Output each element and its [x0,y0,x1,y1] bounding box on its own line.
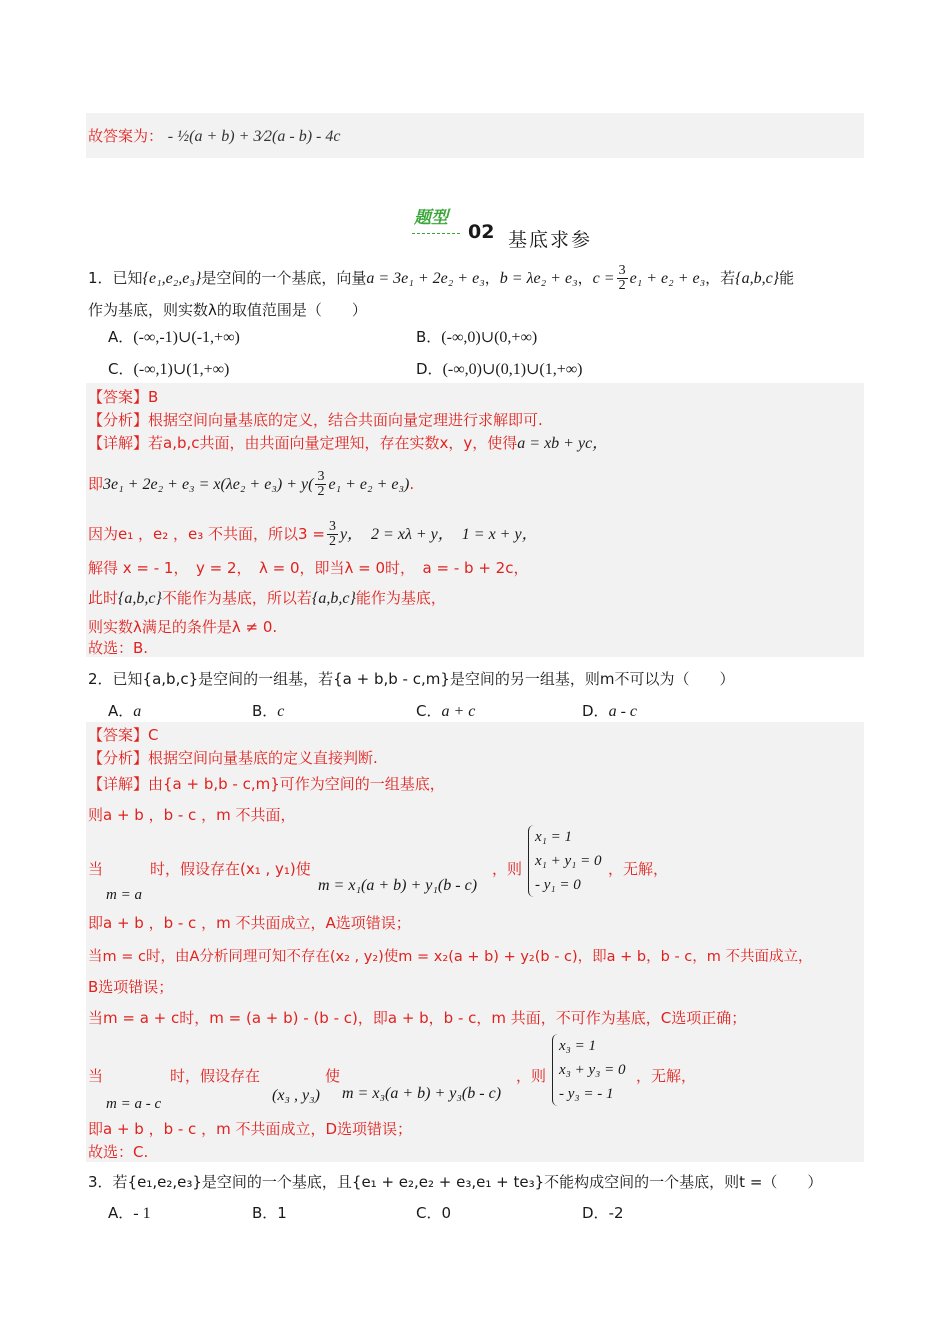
q2-detail-line8e: ，无解， [636,1067,697,1085]
q2-detail-line7: 当m = a + c时，m = (a + b) - (b - c)，即a + b，b - c，m 共面，不可作为基底，C选项正确； [88,1009,747,1027]
q2-detail-text1: 由{a + b,b - c,m}可作为空间的一组基底， [148,775,445,793]
q1-answer-tag: 【答案】 [88,388,149,406]
q3-option-c[interactable] [416,1203,451,1223]
q1-analysis-tag: 【分析】 [88,411,149,429]
q1-set-abc: {a,b,c} [735,270,780,287]
q2-detail-line9: 即a + b ，b - c ，m 不共面成立，D选项错误； [88,1120,413,1138]
q1-analysis-line [88,410,543,430]
q2-detail-line8b: 时，假设存在 [170,1067,261,1085]
q3-option-d-value: -2 [608,1204,624,1222]
q1-option-b[interactable] [416,327,537,348]
q1-detail-frac3: $\frac{3}{2}$ [328,519,336,549]
q2-stem-line [88,669,735,689]
q1-basis: {e₁,e₂,e₃} [142,270,202,287]
q2-option-c-label: C． [416,702,442,720]
q1-number: 1． [88,269,113,287]
q2-option-b-label: B． [252,702,278,720]
q2-option-a-value: a [133,703,142,720]
q1-vector-c-left: c = [592,270,615,287]
q1-option-a-label: A． [108,328,134,346]
q2-detail-line6: B选项错误； [88,978,174,996]
q2-answer-line [88,725,159,745]
q1-option-d[interactable] [416,359,583,380]
q2-detail-line8a: 当 [88,1067,104,1085]
q1-detail-eq3: y， 2 = xλ + y， 1 = x + y， [339,526,538,543]
q1-vector-c-right: e₁ + e₂ + e₃ [629,270,706,287]
q3-option-b-label: B． [252,1204,278,1222]
q2-sys2-row2: x₃ + y₃ = 0 [559,1062,626,1078]
q1-detail-line1 [88,433,608,454]
q1-detail-line4: 解得 x = - 1， y = 2， λ = 0，即当λ = 0时， a = - b + 2c， [88,559,529,577]
q2-system-2 [552,1034,626,1106]
q2-system-1 [528,825,602,897]
section-number: 02 [468,221,495,243]
q1-option-a[interactable] [108,327,240,348]
q1-detail-eq1: a = xb + yc， [517,435,609,452]
q2-detail-line3c: ，则 [492,860,523,878]
q2-detail-line10: 故选：C. [88,1143,149,1161]
q2-option-b-value: c [277,703,285,720]
q2-detail-tag: 【详解】 [88,775,149,793]
top-answer-expr: - ½(a + b) + 3⁄2(a - b) - 4c [167,128,341,145]
q1-stem-line2: 作为基底，则实数λ的取值范围是（ ） [88,301,367,319]
q2-option-b[interactable] [252,701,284,722]
q2-option-d-label: D． [582,702,609,720]
q1-stem-c: ，若 [705,269,736,287]
q2-detail-line2: 则a + b ，b - c ，m 不共面， [88,806,296,824]
q3-option-c-value: 0 [441,1204,452,1222]
q1-detail-frac: $\frac{3}{2}$ [317,469,325,499]
section-tag-underline [412,233,460,234]
q1-detail-mid3: e₁ ，e₂ ，e₃ 不共面，所以3 = [118,525,325,543]
q1-option-b-label: B． [416,328,442,346]
q2-sys1-row2: x₁ + y₁ = 0 [535,853,602,869]
q1-answer-value: B [148,388,159,406]
q2-option-d-value: a - c [608,703,637,720]
q2-detail-line3a: 当 [88,860,104,878]
q2-analysis-tag: 【分析】 [88,749,149,767]
q2-answer-value: C [148,726,159,744]
q3-option-d-label: D． [582,1204,609,1222]
top-answer-line [88,126,340,147]
q2-number: 2． [88,670,113,688]
q3-option-c-label: C． [416,1204,442,1222]
q2-detail-cond3: m = a [106,887,142,903]
q1-detail-line3 [88,520,538,549]
q3-option-b-value: 1 [277,1204,287,1222]
q1-vector-b: b = λe₂ + e₃ [499,270,578,287]
q2-detail-line8d: ，则 [516,1067,547,1085]
q3-stem: 若{e₁,e₂,e₃}是空间的一个基底，且{e₁ + e₂,e₂ + e₃,e₁ + te₃}不能构成空间的一个基底，则t =（ ） [112,1173,823,1191]
q1-detail-tag: 【详解】 [88,434,149,452]
q1-stem-line1: 1．已知{e₁,e₂,e₃}是空间的一个基底，向量a = 3e₁ + 2e₂ + e₃，b = λe₂ + e₃，c = $\frac{3}{2}$ e₁ + e₂ + e₃，若{a,b,c}能 [88,263,795,293]
q1-stem-d: 能 [779,269,795,287]
q3-stem-line [88,1172,822,1192]
q2-option-c-value: a + c [441,703,476,720]
q1-detail-pre2: 即 [88,475,104,493]
q1-detail-eq2b: e₁ + e₂ + e₃) [328,476,410,493]
q1-detail-line5 [88,588,446,609]
q1-detail-eq2a: 3e₁ + 2e₂ + e₃ = x(λe₂ + e₃) + y( [103,476,314,493]
q1-option-c[interactable] [108,359,229,380]
section-title: 基底求参 [508,229,593,251]
q2-option-a[interactable] [108,701,141,722]
q2-analysis-line [88,748,378,768]
q1-vector-a: a = 3e₁ + 2e₂ + e₃ [366,270,485,287]
q1-detail-pre3: 因为 [88,525,119,543]
q2-detail-line3b: 时，假设存在(x₁ , y₁)使 [150,860,311,878]
q1-stem-b: 是空间的一个基底，向量 [201,269,367,287]
q3-option-a-label: A． [108,1204,134,1222]
q2-sys1-row1: x₁ = 1 [535,829,572,845]
q2-answer-tag: 【答案】 [88,726,149,744]
q1-detail-line2: 即3e₁ + 2e₂ + e₃ = x(λe₂ + e₃) + y( $\frac{3}{2}$ e₁ + e₂ + e₃). [88,469,415,499]
q1-detail-5a: 此时 [88,589,119,607]
q1-detail-line7: 故选：B. [88,639,149,657]
section-tag: 题型 [414,208,448,228]
q2-detail-cond8: m = a - c [106,1096,162,1112]
q2-detail-line4: 即a + b ，b - c ，m 不共面成立，A选项错误； [88,914,411,932]
top-answer-label: 故答案为： [88,127,164,145]
q3-option-b[interactable] [252,1203,287,1223]
q2-option-a-label: A． [108,702,134,720]
q2-analysis-text: 根据空间向量基底的定义直接判断. [148,749,378,767]
q1-option-c-label: C． [108,360,134,378]
q1-analysis-text: 根据空间向量基底的定义，结合共面向量定理进行求解即可. [148,411,543,429]
q1-detail-line6: 则实数λ满足的条件是λ ≠ 0. [88,618,278,636]
q1-detail-set2: {a,b,c} [311,590,356,607]
q1-option-c-value: (-∞,1)∪(1,+∞) [133,361,230,378]
q2-sys2-row3: - y₃ = - 1 [559,1086,614,1102]
q1-option-b-value: (-∞,0)∪(0,+∞) [441,329,538,346]
q2-detail-line8c: 使 [325,1067,341,1085]
q1-frac-3-2: $\frac{3}{2}$ [618,263,626,293]
q1-stem-a: 已知 [112,269,143,287]
q1-option-d-value: (-∞,0)∪(0,1)∪(1,+∞) [442,361,583,378]
q1-option-d-label: D． [416,360,443,378]
q2-sys2-row1: x₃ = 1 [559,1038,596,1054]
q1-answer-line [88,387,158,407]
q3-option-a[interactable] [108,1203,151,1224]
q2-stem: 已知{a,b,c}是空间的一组基，若{a + b,b - c,m}是空间的另一组基，则m不可以为（ ） [112,670,735,688]
q2-detail-line3d: ，无解， [608,860,669,878]
q3-option-a-value: - 1 [133,1205,151,1222]
q3-option-d[interactable] [582,1203,624,1223]
q2-option-c[interactable] [416,701,475,722]
q1-option-a-value: (-∞,-1)∪(-1,+∞) [133,329,240,346]
q2-option-d[interactable] [582,701,637,722]
q1-detail-5b: 不能作为基底，所以若 [161,589,312,607]
q2-detail-line1 [88,774,445,794]
q1-detail-text1: 若a,b,c共面，由共面向量定理知，存在实数x，y，使得 [148,434,518,452]
q3-number: 3． [88,1173,113,1191]
q2-detail-eq3: m = x₁(a + b) + y₁(b - c) [318,877,478,894]
q2-detail-pair8: (x₃ , y₃) [272,1087,320,1104]
q2-sys1-row3: - y₁ = 0 [535,877,581,893]
q2-detail-line5: 当m = c时，由A分析同理可知不存在(x₂ , y₂)使m = x₂(a + b) + y₂(b - c)，即a + b，b - c，m 不共面成立， [88,949,813,965]
q2-detail-eq8: m = x₃(a + b) + y₃(b - c) [342,1085,502,1102]
q1-detail-set1: {a,b,c} [118,590,162,607]
q1-detail-5c: 能作为基底， [355,589,446,607]
